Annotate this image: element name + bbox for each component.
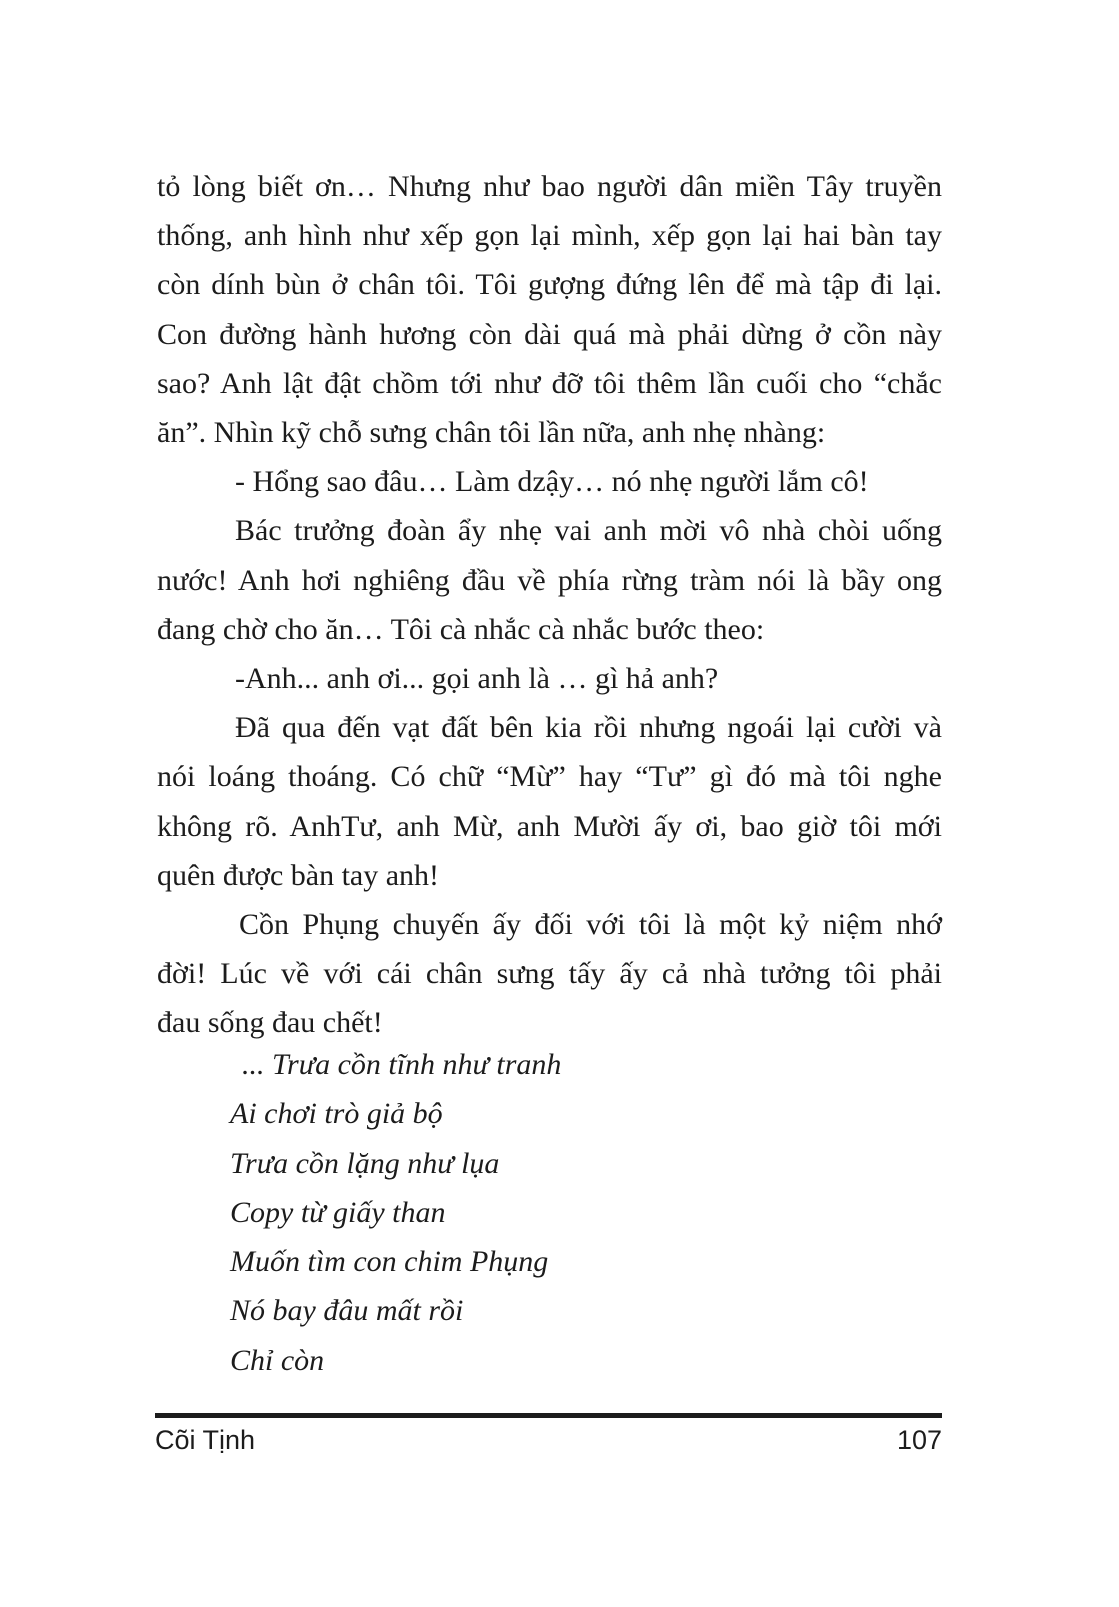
paragraph-first-line: Cồn Phụng chuyến ấy đối với tôi là một kỷ niệm nhớ bbox=[239, 908, 942, 942]
book-title: Cõi Tịnh bbox=[155, 1425, 256, 1455]
paragraph-first-line: Đã qua đến vạt đất bên kia rồi nhưng ngoái lại cười và bbox=[235, 711, 942, 745]
poem bbox=[230, 1040, 561, 1385]
body-line: sao? Anh lật đật chồm tới như đỡ tôi thêm lần cuối cho “chắc bbox=[157, 366, 942, 400]
poem-line: ... Trưa cồn tĩnh như tranh bbox=[242, 1048, 562, 1081]
poem-line: Copy từ giấy than bbox=[230, 1195, 446, 1229]
paragraph-first-line: Bác trưởng đoàn ẩy nhẹ vai anh mời vô nhà chòi uống bbox=[235, 514, 942, 548]
body-line: nước! Anh hơi nghiêng đầu về phía rừng tràm nói là bầy ong bbox=[157, 563, 942, 597]
poem-line: Muốn tìm con chim Phụng bbox=[230, 1245, 549, 1279]
poem-line: Nó bay đâu mất rồi bbox=[230, 1294, 464, 1328]
body-line: đau sống đau chết! bbox=[157, 1006, 383, 1040]
footer-rule bbox=[155, 1413, 942, 1418]
body-line: không rõ. AnhTư, anh Mừ, anh Mười ấy ơi, bao giờ tôi mới bbox=[157, 809, 942, 843]
page-number: 107 bbox=[896, 1425, 942, 1455]
poem-line: Trưa cồn lặng như lụa bbox=[230, 1146, 500, 1180]
dialogue-line: - Hổng sao đâu… Làm dzậy… nó nhẹ người lắm cô! bbox=[235, 465, 869, 499]
body-line: ăn”. Nhìn kỹ chỗ sưng chân tôi lần nữa, anh nhẹ nhàng: bbox=[157, 416, 826, 450]
body-line: Con đường hành hương còn dài quá mà phải dừng ở cồn này bbox=[157, 317, 942, 351]
body-line: nói loáng thoáng. Có chữ “Mừ” hay “Tư” gì đó mà tôi nghe bbox=[157, 760, 942, 794]
body-line: còn dính bùn ở chân tôi. Tôi gượng đứng lên để mà tập đi lại. bbox=[157, 268, 942, 302]
poem-line: Ai chơi trò giả bộ bbox=[230, 1097, 443, 1131]
poem-line: Chỉ còn bbox=[230, 1343, 325, 1377]
body-line: tỏ lòng biết ơn… Nhưng như bao người dân miền Tây truyền bbox=[157, 170, 942, 203]
page-footer bbox=[155, 1425, 942, 1456]
body-line: đang chờ cho ăn… Tôi cà nhắc cà nhắc bước theo: bbox=[157, 612, 765, 646]
dialogue-line: -Anh... anh ơi... gọi anh là … gì hả anh? bbox=[235, 662, 719, 696]
body-line: quên được bàn tay anh! bbox=[157, 858, 440, 892]
body-line: đời! Lúc về với cái chân sưng tấy ấy cả nhà tưởng tôi phải bbox=[157, 957, 942, 991]
body-text bbox=[157, 162, 942, 1048]
body-line: thống, anh hình như xếp gọn lại mình, xếp gọn lại hai bàn tay bbox=[157, 219, 942, 253]
